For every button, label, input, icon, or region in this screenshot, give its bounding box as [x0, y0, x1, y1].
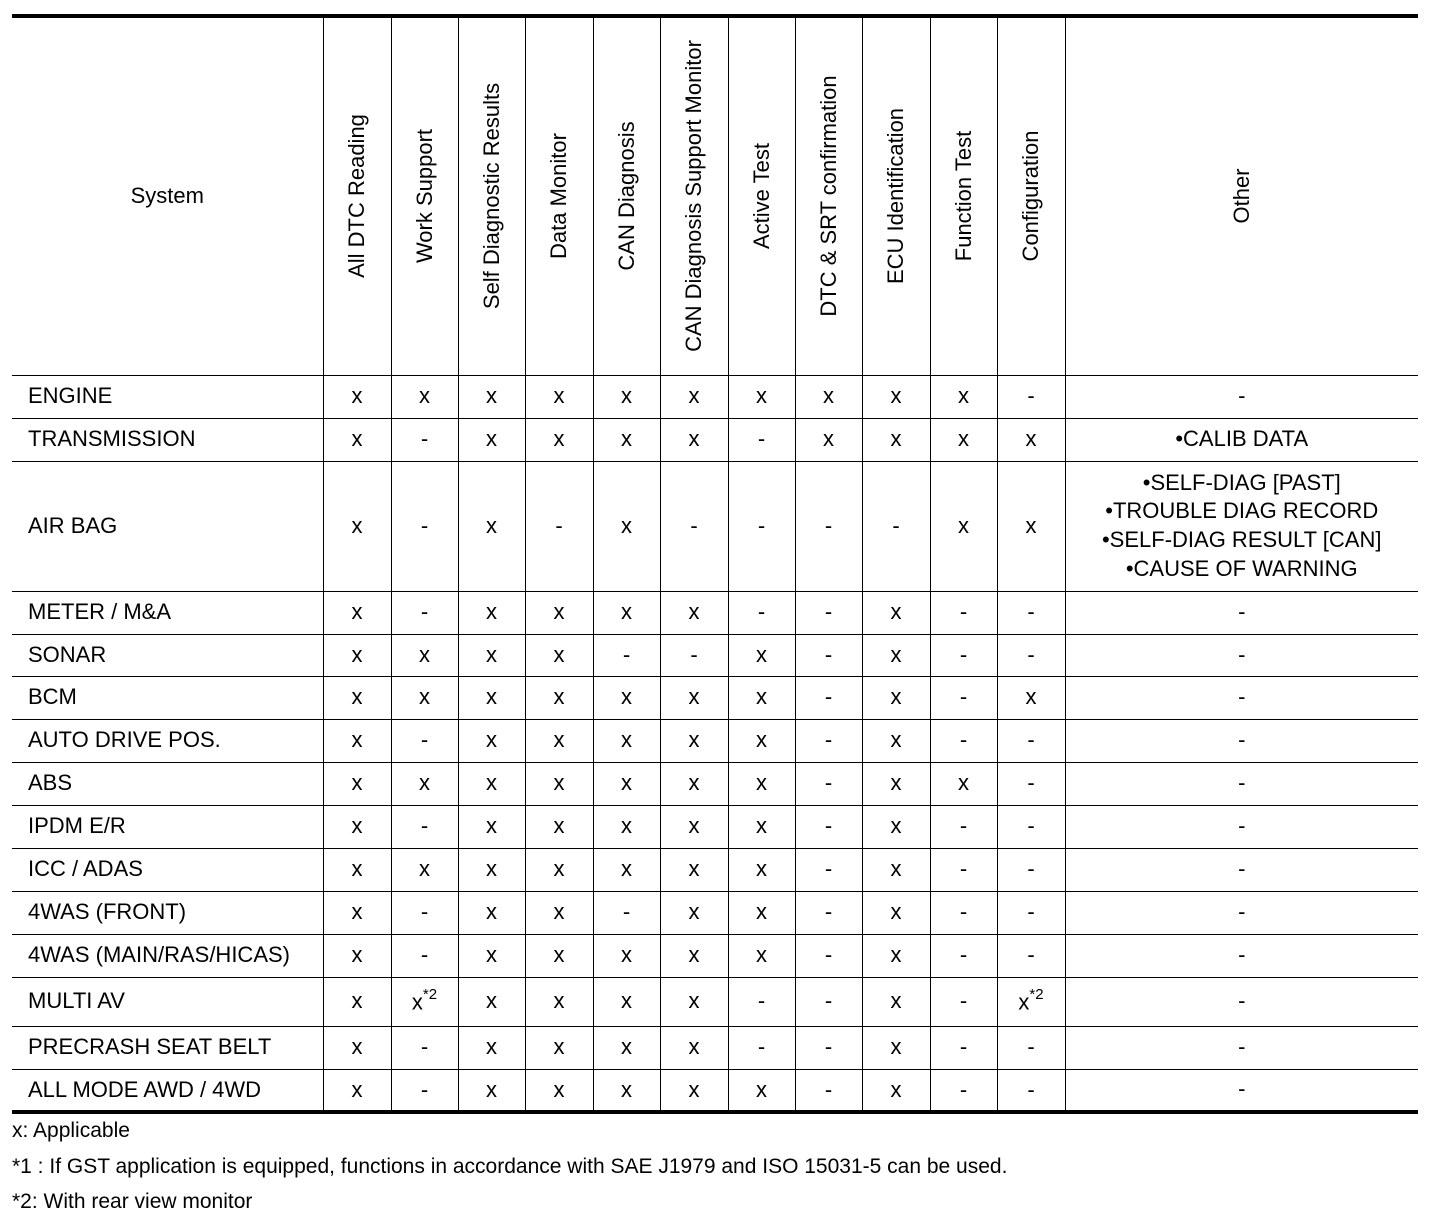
table-row [12, 461, 1418, 591]
function-support-cell: x [728, 805, 795, 848]
function-support-cell: x [660, 805, 728, 848]
other-cell [1065, 977, 1418, 1026]
function-support-cell: x [458, 719, 525, 762]
function-support-cell: - [795, 719, 862, 762]
function-support-cell: x [862, 634, 930, 676]
function-support-cell: $x^{*2}$ [997, 977, 1065, 1026]
function-support-cell: - [997, 762, 1065, 805]
function-support-cell: x [458, 934, 525, 977]
function-support-cell: x [593, 375, 660, 418]
column-header-label: Data Monitor [545, 133, 571, 260]
function-support-cell: x [323, 591, 391, 634]
other-cell [1065, 418, 1418, 461]
function-support-cell: - [997, 591, 1065, 634]
other-cell [1065, 591, 1418, 634]
header-row [12, 16, 1418, 375]
function-support-cell: x [458, 805, 525, 848]
table-row [12, 418, 1418, 461]
function-support-cell: - [728, 461, 795, 591]
function-support-cell: x [323, 1069, 391, 1112]
function-support-cell: - [391, 934, 458, 977]
function-support-cell: x [728, 719, 795, 762]
function-support-cell: $x^{*2}$ [391, 977, 458, 1026]
function-support-cell: x [728, 762, 795, 805]
function-support-cell: x [997, 418, 1065, 461]
function-support-cell: x [525, 762, 593, 805]
function-support-cell: - [391, 805, 458, 848]
legend-applicable: x: Applicable [12, 1119, 130, 1142]
function-support-cell: x [862, 375, 930, 418]
function-support-cell: - [391, 891, 458, 934]
function-support-cell: - [728, 591, 795, 634]
other-line: - [1238, 942, 1246, 968]
function-support-cell: - [930, 805, 997, 848]
column-header-label: DTC & SRT confirmation [815, 75, 841, 317]
table-row [12, 1026, 1418, 1069]
function-support-cell: x [525, 591, 593, 634]
function-support-cell: x [458, 375, 525, 418]
system-column-header: System [12, 16, 323, 375]
function-support-cell: - [593, 634, 660, 676]
function-support-cell: x [323, 375, 391, 418]
other-cell [1065, 676, 1418, 719]
function-column-header [997, 16, 1065, 375]
column-header-label: CAN Diagnosis Support Monitor [680, 40, 706, 353]
function-column-header [458, 16, 525, 375]
function-column-header [728, 16, 795, 375]
function-support-cell: x [323, 934, 391, 977]
function-support-cell: x [525, 891, 593, 934]
other-line: - [1238, 856, 1246, 882]
function-support-cell: x [862, 848, 930, 891]
function-support-cell: x [525, 805, 593, 848]
function-support-cell: x [862, 676, 930, 719]
function-support-cell: - [795, 461, 862, 591]
function-support-cell: x [862, 891, 930, 934]
function-column-header [930, 16, 997, 375]
function-support-cell: x [593, 719, 660, 762]
function-support-cell: x [660, 375, 728, 418]
other-line: - [1238, 599, 1246, 625]
function-support-cell: x [525, 977, 593, 1026]
function-support-cell: x [795, 375, 862, 418]
function-support-cell: x [593, 418, 660, 461]
footnote-1: *1 : If GST application is equipped, functions in accordance with SAE J1979 and ISO 15031-5 can be used. [12, 1155, 1008, 1178]
function-support-cell: x [728, 891, 795, 934]
other-line: - [1238, 1076, 1246, 1102]
other-cell [1065, 805, 1418, 848]
function-support-cell: x [660, 977, 728, 1026]
function-support-cell: - [997, 848, 1065, 891]
function-support-cell: x [458, 1026, 525, 1069]
function-support-cell: - [795, 977, 862, 1026]
function-support-cell: x [458, 676, 525, 719]
function-support-cell: x [593, 977, 660, 1026]
other-line: - [1238, 899, 1246, 925]
function-support-cell: - [795, 591, 862, 634]
system-name-cell: SONAR [12, 634, 323, 676]
other-line: - [1238, 684, 1246, 710]
function-support-cell: x [862, 762, 930, 805]
function-support-cell: x [458, 461, 525, 591]
function-support-cell: x [930, 461, 997, 591]
function-support-cell: x [728, 375, 795, 418]
other-cell [1065, 1026, 1418, 1069]
function-support-cell: - [930, 848, 997, 891]
column-header-label: Configuration [1017, 130, 1043, 262]
table-row [12, 848, 1418, 891]
function-support-cell: x [323, 676, 391, 719]
other-line: - [1238, 988, 1246, 1014]
system-name-cell: ABS [12, 762, 323, 805]
function-support-cell: - [930, 1069, 997, 1112]
function-support-cell: x [862, 805, 930, 848]
other-cell [1065, 461, 1418, 591]
system-name-cell: ALL MODE AWD / 4WD [12, 1069, 323, 1112]
function-support-cell: x [728, 676, 795, 719]
function-support-cell: x [323, 1026, 391, 1069]
function-support-cell: - [391, 418, 458, 461]
function-support-cell: x [728, 1069, 795, 1112]
function-support-cell: x [458, 762, 525, 805]
function-support-cell: x [660, 719, 728, 762]
other-line: •CALIB DATA [1175, 426, 1309, 452]
function-support-cell: x [660, 1069, 728, 1112]
other-line: - [1238, 641, 1246, 667]
function-support-cell: x [525, 418, 593, 461]
function-column-header [593, 16, 660, 375]
function-column-header [795, 16, 862, 375]
other-cell [1065, 848, 1418, 891]
other-cell [1065, 719, 1418, 762]
function-support-cell: x [660, 591, 728, 634]
function-support-cell: x [660, 848, 728, 891]
system-name-cell: ICC / ADAS [12, 848, 323, 891]
function-support-cell: - [795, 634, 862, 676]
table-row [12, 891, 1418, 934]
function-support-cell: - [795, 891, 862, 934]
function-support-cell: x [391, 848, 458, 891]
other-line: •SELF-DIAG RESULT [CAN] [1101, 527, 1382, 552]
function-support-cell: x [660, 418, 728, 461]
function-support-cell: x [391, 634, 458, 676]
function-support-cell: - [997, 1069, 1065, 1112]
function-support-cell: - [930, 591, 997, 634]
table-row [12, 676, 1418, 719]
function-support-cell: x [323, 848, 391, 891]
function-support-cell: - [930, 891, 997, 934]
function-support-cell: x [458, 591, 525, 634]
function-support-cell: x [862, 934, 930, 977]
function-support-cell: - [795, 1026, 862, 1069]
table-row [12, 634, 1418, 676]
function-support-cell: x [323, 762, 391, 805]
other-line: - [1238, 727, 1246, 753]
function-support-cell: x [862, 591, 930, 634]
table-row [12, 375, 1418, 418]
function-support-cell: x [391, 676, 458, 719]
function-support-cell: x [525, 634, 593, 676]
table-row [12, 977, 1418, 1026]
function-support-cell: x [458, 634, 525, 676]
function-support-cell: x [525, 934, 593, 977]
function-support-cell: x [323, 977, 391, 1026]
function-support-cell: x [323, 461, 391, 591]
table-row [12, 1069, 1418, 1112]
function-support-cell: - [391, 591, 458, 634]
other-line: •TROUBLE DIAG RECORD [1105, 498, 1379, 524]
function-support-cell: - [391, 1069, 458, 1112]
function-support-cell: x [323, 891, 391, 934]
function-support-cell: - [997, 375, 1065, 418]
function-support-cell: - [795, 934, 862, 977]
function-support-cell: x [997, 676, 1065, 719]
function-support-cell: x [593, 934, 660, 977]
function-support-cell: x [391, 375, 458, 418]
function-support-cell: x [525, 676, 593, 719]
function-support-cell: x [593, 1026, 660, 1069]
function-support-cell: - [997, 891, 1065, 934]
function-support-cell: - [391, 719, 458, 762]
function-support-cell: - [525, 461, 593, 591]
function-support-cell: x [323, 805, 391, 848]
column-header-label: Work Support [411, 129, 437, 264]
function-support-cell: - [795, 848, 862, 891]
function-support-cell: - [795, 762, 862, 805]
function-support-cell: x [458, 891, 525, 934]
function-support-cell: - [930, 977, 997, 1026]
footnote-2: *2: With rear view monitor [12, 1190, 253, 1213]
function-support-cell: - [930, 934, 997, 977]
function-column-header [391, 16, 458, 375]
other-cell [1065, 891, 1418, 934]
function-support-cell: x [525, 1069, 593, 1112]
column-header-label: All DTC Reading [343, 114, 369, 279]
other-line: - [1238, 813, 1246, 839]
function-support-cell: - [728, 1026, 795, 1069]
function-support-cell: x [660, 1026, 728, 1069]
table-body [12, 375, 1418, 1112]
function-support-cell: x [323, 418, 391, 461]
function-support-cell: x [525, 719, 593, 762]
system-name-cell: ENGINE [12, 375, 323, 418]
system-name-cell: 4WAS (MAIN/RAS/HICAS) [12, 934, 323, 977]
system-name-cell: 4WAS (FRONT) [12, 891, 323, 934]
system-name-cell: IPDM E/R [12, 805, 323, 848]
function-support-cell: x [862, 1026, 930, 1069]
function-support-cell: - [997, 719, 1065, 762]
other-cell [1065, 762, 1418, 805]
other-line: - [1238, 383, 1246, 409]
function-support-cell: - [930, 719, 997, 762]
function-support-cell: x [593, 461, 660, 591]
other-line: - [1238, 1034, 1246, 1060]
function-support-cell: x [525, 1026, 593, 1069]
function-support-cell: - [593, 891, 660, 934]
function-support-cell: x [728, 934, 795, 977]
function-support-cell: - [795, 805, 862, 848]
function-support-cell: x [458, 418, 525, 461]
function-support-cell: x [728, 634, 795, 676]
function-support-cell: - [997, 805, 1065, 848]
function-support-cell: x [323, 719, 391, 762]
function-support-cell: x [862, 1069, 930, 1112]
table-row [12, 762, 1418, 805]
function-support-cell: x [997, 461, 1065, 591]
other-line: •SELF-DIAG [PAST] [1142, 469, 1341, 495]
function-support-cell: x [525, 848, 593, 891]
function-support-cell: x [795, 418, 862, 461]
table-row [12, 591, 1418, 634]
system-name-cell: METER / M&A [12, 591, 323, 634]
diagnostic-function-table [12, 14, 1418, 1114]
other-column-header [1065, 16, 1418, 375]
system-name-cell: MULTI AV [12, 977, 323, 1026]
column-header-label: Other [1228, 168, 1254, 224]
function-support-cell: - [391, 461, 458, 591]
function-support-cell: x [525, 375, 593, 418]
system-name-cell: AIR BAG [12, 461, 323, 591]
other-line: •CAUSE OF WARNING [1125, 555, 1358, 581]
function-support-cell: x [593, 762, 660, 805]
function-support-cell: x [660, 891, 728, 934]
other-cell [1065, 1069, 1418, 1112]
function-support-cell: - [728, 977, 795, 1026]
function-support-cell: x [862, 418, 930, 461]
table-row [12, 934, 1418, 977]
function-support-cell: x [593, 1069, 660, 1112]
function-support-cell: x [593, 805, 660, 848]
column-header-label: Self Diagnostic Results [478, 83, 504, 310]
function-support-cell: x [593, 848, 660, 891]
system-name-cell: TRANSMISSION [12, 418, 323, 461]
function-column-header [323, 16, 391, 375]
system-name-cell: BCM [12, 676, 323, 719]
function-support-cell: x [323, 634, 391, 676]
function-support-cell: - [862, 461, 930, 591]
function-support-cell: x [660, 934, 728, 977]
function-support-cell: x [728, 848, 795, 891]
function-support-cell: x [391, 762, 458, 805]
function-support-cell: x [593, 591, 660, 634]
other-line: - [1238, 770, 1246, 796]
function-support-cell: x [593, 676, 660, 719]
other-cell [1065, 375, 1418, 418]
other-cell [1065, 934, 1418, 977]
table-row [12, 719, 1418, 762]
function-column-header [862, 16, 930, 375]
column-header-label: Active Test [748, 143, 774, 250]
function-support-cell: - [795, 1069, 862, 1112]
function-support-cell: x [660, 676, 728, 719]
function-column-header [525, 16, 593, 375]
function-support-cell: - [997, 934, 1065, 977]
function-support-cell: x [930, 762, 997, 805]
column-header-label: CAN Diagnosis [613, 121, 639, 271]
function-support-cell: x [862, 719, 930, 762]
function-support-cell: x [862, 977, 930, 1026]
function-support-cell: - [930, 676, 997, 719]
function-support-cell: - [997, 1026, 1065, 1069]
table-row [12, 805, 1418, 848]
function-support-cell: - [795, 676, 862, 719]
function-support-cell: x [458, 977, 525, 1026]
column-header-label: Function Test [950, 131, 976, 262]
function-support-cell: x [660, 762, 728, 805]
function-support-cell: - [391, 1026, 458, 1069]
function-support-cell: x [458, 1069, 525, 1112]
function-column-header [660, 16, 728, 375]
function-support-cell: - [660, 461, 728, 591]
function-support-cell: - [930, 1026, 997, 1069]
function-support-cell: - [728, 418, 795, 461]
column-header-label: ECU Identification [882, 108, 908, 285]
function-support-cell: x [930, 375, 997, 418]
function-support-cell: - [930, 634, 997, 676]
function-support-cell: x [458, 848, 525, 891]
system-name-cell: AUTO DRIVE POS. [12, 719, 323, 762]
function-support-cell: x [930, 418, 997, 461]
function-support-cell: - [997, 634, 1065, 676]
other-cell [1065, 634, 1418, 676]
function-support-cell: - [660, 634, 728, 676]
system-name-cell: PRECRASH SEAT BELT [12, 1026, 323, 1069]
